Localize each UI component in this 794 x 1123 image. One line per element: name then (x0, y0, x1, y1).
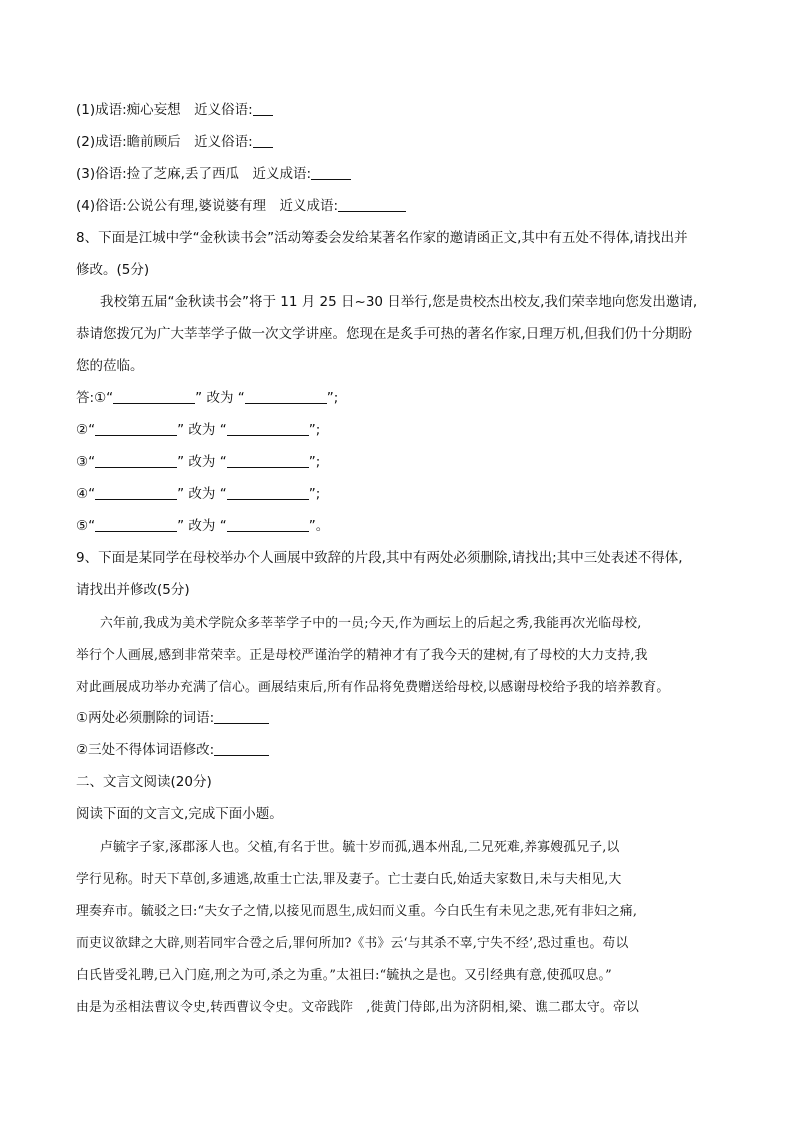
answer-end-mark: ; (333, 390, 339, 406)
quote-close: ” (177, 518, 185, 534)
quote-close: ” (308, 486, 316, 502)
answer-blank[interactable] (113, 389, 195, 404)
quote-close: ” (177, 486, 185, 502)
answer-number: ① (94, 390, 107, 406)
answer-end-mark: ; (315, 454, 321, 470)
quote-open: “ (88, 422, 96, 438)
q9-item-1 (76, 708, 269, 728)
q7-item-4-text: (4)俗语:公说公有理,婆说婆有理 近义成语: (76, 198, 339, 214)
answer-blank[interactable] (227, 453, 309, 468)
answer-blank[interactable] (311, 165, 351, 180)
passage-line-4: 而吏议欲肆之大辟,则若同牢合卺之后,罪何所加?《书》云‘与其杀不辜,宁失不经’,恐过重也。苟以 (76, 936, 629, 951)
quote-close: ” (177, 422, 185, 438)
q9-stem-line-1: 9、下面是某同学在母校举办个人画展中致辞的片段,其中有两处必须删除,请找出;其中三处表述不得体, (76, 550, 683, 566)
passage-line-5: 白氏皆受礼聘,已入门庭,刑之为可,杀之为重。”太祖曰:“毓执之是也。又引经典有意,使孤叹息。” (76, 968, 612, 983)
answer-blank[interactable] (338, 197, 406, 212)
q9-speech-line-2: 举行个人画展,感到非常荣幸。正是母校严谨治学的精神才有了我今天的建树,有了母校的大力支持,我 (76, 648, 648, 663)
change-to-label: 改为 (184, 422, 220, 438)
quote-close: ” (308, 454, 316, 470)
answer-number: ④ (76, 486, 89, 502)
quote-open: “ (219, 486, 227, 502)
passage-line-3: 理奏弃市。毓驳之曰:“夫女子之情,以接见而恩生,成妇而义重。今白氏生有未见之悲,死有非妇之痛, (76, 904, 638, 919)
quote-open: “ (219, 518, 227, 534)
change-to-label: 改为 (184, 518, 220, 534)
passage-line-2: 学行见称。时天下草创,多逋逃,故重士亡法,罪及妻子。亡士妻白氏,始适夫家数日,未与夫相见,大 (76, 872, 622, 887)
passage-line-6: 由是为丞相法曹议令史,转西曹议令史。文帝践阼 ,徙黄门侍郎,出为济阴相,梁、谯二郡太守。帝以 (76, 1000, 639, 1015)
q8-answer-5 (76, 516, 329, 536)
passage-line-1: 卢毓字子家,涿郡涿人也。父植,有名于世。毓十岁而孤,遇本州乱,二兄死难,养寡嫂孤兄子,以 (100, 840, 620, 855)
quote-close: ” (308, 422, 316, 438)
answer-blank[interactable] (95, 517, 177, 532)
quote-open: “ (219, 422, 227, 438)
q9-item-2 (76, 740, 269, 760)
answer-end-mark: ; (315, 486, 321, 502)
section-heading: 二、文言文阅读(20分) (76, 774, 212, 790)
answer-number: ⑤ (76, 518, 89, 534)
q7-item-1 (76, 100, 273, 120)
quote-open: “ (88, 486, 96, 502)
q8-letter-line-1: 我校第五届“金秋读书会”将于 11 月 25 日~30 日举行,您是贵校杰出校友,我们荣幸地向您发出邀请, (100, 294, 698, 310)
quote-open: “ (106, 390, 114, 406)
q7-item-3 (76, 164, 351, 184)
q7-item-2-text: (2)成语:瞻前顾后 近义俗语: (76, 134, 253, 150)
answer-blank[interactable] (253, 101, 273, 116)
q8-answer-2 (76, 420, 320, 440)
quote-close: ” (177, 454, 185, 470)
q8-answer-4 (76, 484, 320, 504)
q9-item-1-text: ①两处必须删除的词语: (76, 710, 215, 726)
answer-blank[interactable] (95, 453, 177, 468)
answer-number: ③ (76, 454, 89, 470)
q9-speech-line-1: 六年前,我成为美术学院众多莘莘学子中的一员;今天,作为画坛上的后起之秀,我能再次光临母校, (100, 616, 642, 631)
quote-close: ” (195, 390, 203, 406)
answer-blank[interactable] (227, 421, 309, 436)
quote-close: ” (308, 518, 316, 534)
answer-end-mark: ; (315, 422, 321, 438)
quote-open: “ (237, 390, 245, 406)
q8-answer-1 (76, 388, 338, 408)
q7-item-4 (76, 196, 406, 216)
q8-answer-3 (76, 452, 320, 472)
q7-item-1-text: (1)成语:痴心妄想 近义俗语: (76, 102, 253, 118)
q7-item-2 (76, 132, 273, 152)
change-to-label: 改为 (184, 486, 220, 502)
quote-open: “ (88, 518, 96, 534)
answer-prefix: 答: (76, 390, 95, 406)
q9-speech-line-3: 对此画展成功举办充满了信心。画展结束后,所有作品将免费赠送给母校,以感谢母校给予我的培养教育。 (76, 680, 670, 695)
answer-blank[interactable] (227, 517, 309, 532)
answer-blank[interactable] (245, 389, 327, 404)
answer-blank[interactable] (214, 741, 269, 756)
answer-blank[interactable] (214, 709, 269, 724)
q8-stem-line-1: 8、下面是江城中学“金秋读书会”活动筹委会发给某著名作家的邀请函正文,其中有五处不得体,请找出并 (76, 230, 688, 246)
answer-end-mark: 。 (315, 518, 330, 534)
answer-blank[interactable] (253, 133, 273, 148)
answer-blank[interactable] (227, 485, 309, 500)
change-to-label: 改为 (184, 454, 220, 470)
answer-blank[interactable] (95, 421, 177, 436)
q9-item-2-text: ②三处不得体词语修改: (76, 742, 215, 758)
quote-close: ” (326, 390, 334, 406)
answer-number: ② (76, 422, 89, 438)
q8-letter-line-2: 恭请您拨冗为广大莘莘学子做一次文学讲座。您现在是炙手可热的著名作家,日理万机,但我们仍十分期盼 (76, 326, 693, 342)
q7-item-3-text: (3)俗语:捡了芝麻,丢了西瓜 近义成语: (76, 166, 312, 182)
q9-stem-line-2: 请找出并修改(5分) (76, 582, 190, 598)
quote-open: “ (88, 454, 96, 470)
q8-stem-line-2: 修改。(5分) (76, 262, 150, 278)
section-instruction: 阅读下面的文言文,完成下面小题。 (76, 806, 283, 822)
answer-blank[interactable] (95, 485, 177, 500)
q8-letter-line-3: 您的莅临。 (76, 358, 144, 374)
change-to-label: 改为 (202, 390, 238, 406)
quote-open: “ (219, 454, 227, 470)
